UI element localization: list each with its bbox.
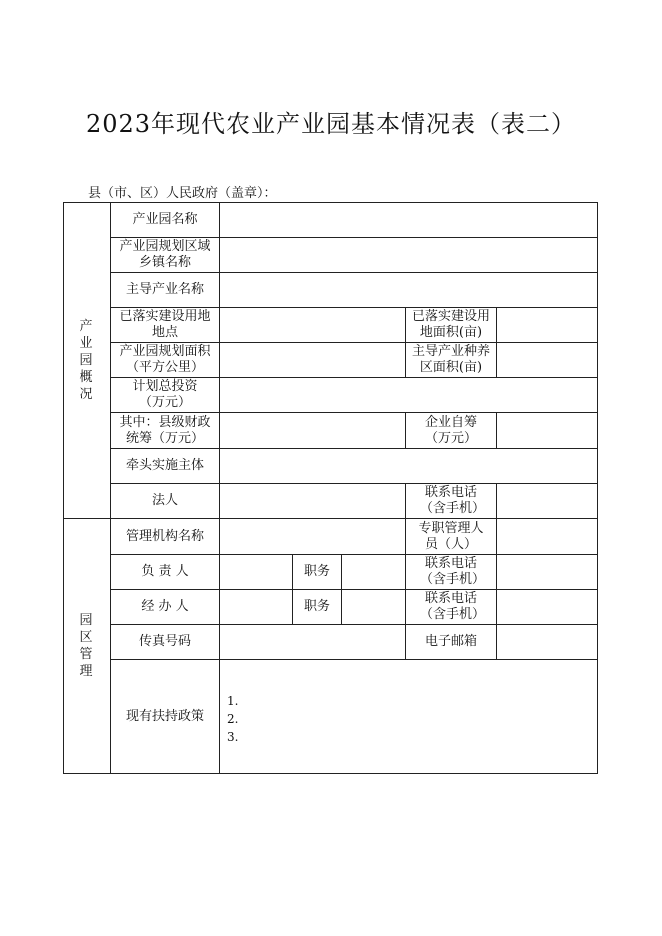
policy-item: 1. bbox=[227, 694, 239, 708]
input-industry-area[interactable] bbox=[497, 343, 598, 377]
label-handler: 经 办 人 bbox=[141, 599, 189, 614]
label-enterprise-funds: 企业自筹（万元） bbox=[424, 414, 477, 446]
policy-list[interactable] bbox=[227, 692, 238, 746]
label-contact-phone: 联系电话（含手机） bbox=[420, 556, 486, 587]
label-park-name: 产业园名称 bbox=[132, 212, 198, 227]
policy-item: 2. bbox=[227, 712, 239, 726]
input-land-area[interactable] bbox=[497, 308, 598, 342]
label-fax: 传真号码 bbox=[138, 634, 191, 649]
label-legal-person: 法人 bbox=[151, 493, 178, 508]
label-position: 职务 bbox=[303, 599, 330, 614]
input-planned-area[interactable] bbox=[220, 343, 405, 377]
label-total-investment: 计划总投资（万元） bbox=[132, 379, 198, 410]
page-title: 2023年现代农业产业园基本情况表（表二） bbox=[85, 110, 577, 138]
label-email: 电子邮箱 bbox=[424, 634, 477, 649]
label-planning-towns: 产业园规划区域乡镇名称 bbox=[119, 239, 211, 270]
input-staff-count[interactable] bbox=[497, 519, 598, 554]
label-staff-count: 专职管理人员（人） bbox=[418, 520, 484, 552]
input-handler[interactable] bbox=[220, 590, 292, 624]
label-policies: 现有扶持政策 bbox=[125, 708, 204, 724]
input-lead-entity[interactable] bbox=[220, 449, 598, 483]
input-enterprise-funds[interactable] bbox=[497, 413, 598, 448]
label-contact-phone: 联系电话（含手机） bbox=[420, 591, 486, 622]
policy-item: 3. bbox=[227, 730, 239, 744]
input-planning-towns[interactable] bbox=[220, 238, 598, 272]
label-industry-area: 主导产业种养区面积(亩) bbox=[412, 344, 491, 375]
input-contact-phone[interactable] bbox=[497, 484, 598, 518]
input-legal-person[interactable] bbox=[220, 484, 405, 518]
input-contact-phone[interactable] bbox=[497, 555, 598, 589]
label-contact-phone: 联系电话（含手机） bbox=[420, 485, 486, 516]
label-land-location: 已落实建设用地地点 bbox=[119, 309, 211, 340]
input-position[interactable] bbox=[342, 590, 405, 624]
section-label-management: 园区管理 bbox=[79, 613, 93, 679]
input-land-location[interactable] bbox=[220, 308, 405, 342]
input-total-investment[interactable] bbox=[220, 378, 598, 412]
input-county-funds[interactable] bbox=[220, 413, 405, 448]
label-person-in-charge: 负 责 人 bbox=[141, 564, 189, 579]
input-position[interactable] bbox=[342, 555, 405, 589]
label-land-area: 已落实建设用地面积(亩) bbox=[412, 309, 491, 340]
label-planned-area: 产业园规划面积（平方公里） bbox=[119, 344, 211, 375]
label-lead-entity: 牵头实施主体 bbox=[125, 458, 204, 473]
input-email[interactable] bbox=[497, 625, 598, 659]
label-org-name: 管理机构名称 bbox=[125, 528, 204, 544]
input-leading-industry[interactable] bbox=[220, 273, 598, 307]
input-contact-phone[interactable] bbox=[497, 590, 598, 624]
section-label-overview: 产业园概况 bbox=[79, 319, 93, 402]
label-county-funds: 其中：县级财政统筹（万元） bbox=[119, 414, 211, 446]
input-fax[interactable] bbox=[220, 625, 405, 659]
input-park-name[interactable] bbox=[220, 203, 598, 237]
input-person-in-charge[interactable] bbox=[220, 555, 292, 589]
input-org-name[interactable] bbox=[220, 519, 405, 554]
government-seal-label: 县（市、区）人民政府（盖章）： bbox=[88, 186, 277, 201]
label-position: 职务 bbox=[303, 564, 330, 579]
label-leading-industry: 主导产业名称 bbox=[125, 282, 204, 297]
